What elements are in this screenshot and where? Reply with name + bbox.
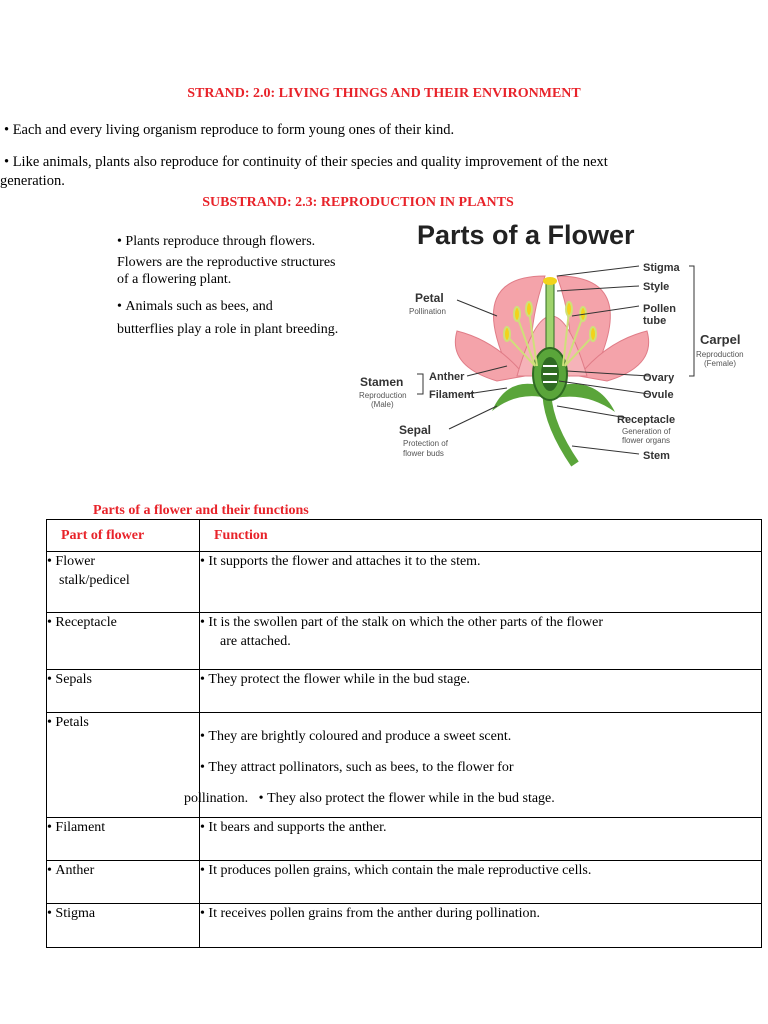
flower-functions-table <box>46 519 762 948</box>
intro-bullet-1: • Each and every living organism reproduce to form young ones of their kind. <box>4 121 454 140</box>
diagram-label-sepal: Sepal <box>399 423 432 437</box>
flower-diagram <box>357 216 753 474</box>
diagram-label-pollen-tube-1: Pollen <box>643 303 677 315</box>
left-bullet-2: • Animals such as bees, and <box>117 298 273 315</box>
table-title: Parts of a flower and their functions <box>93 503 309 518</box>
cell-function: • It receives pollen grains from the anther during pollination. <box>200 904 762 948</box>
cell-part: • Anther <box>47 861 200 904</box>
cell-part: • Petals <box>47 713 200 818</box>
diagram-label-ovule: Ovule <box>643 389 674 401</box>
left-para-2: butterflies play a role in plant breeding. <box>117 322 339 337</box>
table-row <box>47 552 762 613</box>
diagram-label-ovary: Ovary <box>643 372 675 384</box>
diagram-label-sepal-sub-1: Protection of <box>403 439 448 448</box>
diagram-label-petal-sub: Pollination <box>409 307 446 316</box>
diagram-label-anther: Anther <box>429 371 465 383</box>
left-para-1: Flowers are the reproductive structures of a flowering plant. <box>117 255 336 287</box>
table-row <box>47 613 762 670</box>
style-shape <box>546 281 554 351</box>
table-row <box>47 713 762 818</box>
table-header-row <box>47 520 762 552</box>
diagram-label-stamen-sub-2: (Male) <box>371 400 394 409</box>
diagram-title: Parts of a Flower <box>417 220 635 250</box>
cell-part: • Stigma <box>47 904 200 948</box>
table-row <box>47 818 762 861</box>
header-part: Part of flower <box>47 520 200 552</box>
cell-part: • Receptacle <box>47 613 200 670</box>
cell-part: • Filament <box>47 818 200 861</box>
strand-heading: STRAND: 2.0: LIVING THINGS AND THEIR ENVIRONMENT <box>187 86 581 101</box>
cell-function: • It produces pollen grains, which contain the male reproductive cells. <box>200 861 762 904</box>
cell-function: • They protect the flower while in the bud stage. <box>200 670 762 713</box>
diagram-label-receptacle-sub-1: Generation of <box>622 427 671 436</box>
diagram-label-stem: Stem <box>643 450 670 462</box>
diagram-label-petal: Petal <box>415 291 444 305</box>
diagram-label-style: Style <box>643 281 670 293</box>
diagram-label-pollen-tube-2: tube <box>643 315 667 327</box>
diagram-label-carpel-sub-1: Reproduction <box>696 350 744 359</box>
diagram-label-receptacle: Receptacle <box>617 414 676 426</box>
left-bullet-1: • Plants reproduce through flowers. <box>117 233 315 250</box>
diagram-label-carpel: Carpel <box>700 332 741 347</box>
diagram-label-carpel-sub-2: (Female) <box>704 359 737 368</box>
diagram-label-sepal-sub-2: flower buds <box>403 449 444 458</box>
cell-function: • It bears and supports the anther. <box>200 818 762 861</box>
flower-diagram-svg <box>357 216 753 474</box>
diagram-label-stamen-sub-1: Reproduction <box>359 391 407 400</box>
cell-part: • Flower stalk/pedicel <box>47 552 200 613</box>
cell-function: • They are brightly coloured and produce a sweet scent. • They attract pollinators, such as bees, to the flower for pollination. • They also protect the flower while in the bud stage. <box>200 713 762 818</box>
diagram-label-stamen: Stamen <box>360 375 404 389</box>
intro-bullet-2: • Like animals, plants also reproduce for continuity of their species and quality improvement of the next generation. <box>4 153 724 191</box>
stigma-shape <box>543 277 557 285</box>
cell-function: • It supports the flower and attaches it to the stem. <box>200 552 762 613</box>
substrand-heading: SUBSTRAND: 2.3: REPRODUCTION IN PLANTS <box>202 195 514 210</box>
diagram-label-stigma: Stigma <box>643 262 680 274</box>
cell-part: • Sepals <box>47 670 200 713</box>
diagram-label-filament: Filament <box>429 389 475 401</box>
table-row <box>47 670 762 713</box>
cell-function: • It is the swollen part of the stalk on which the other parts of the flower are attached. <box>200 613 762 670</box>
header-function: Function <box>200 520 762 552</box>
table-row <box>47 861 762 904</box>
table-row <box>47 904 762 948</box>
diagram-label-receptacle-sub-2: flower organs <box>622 436 671 445</box>
